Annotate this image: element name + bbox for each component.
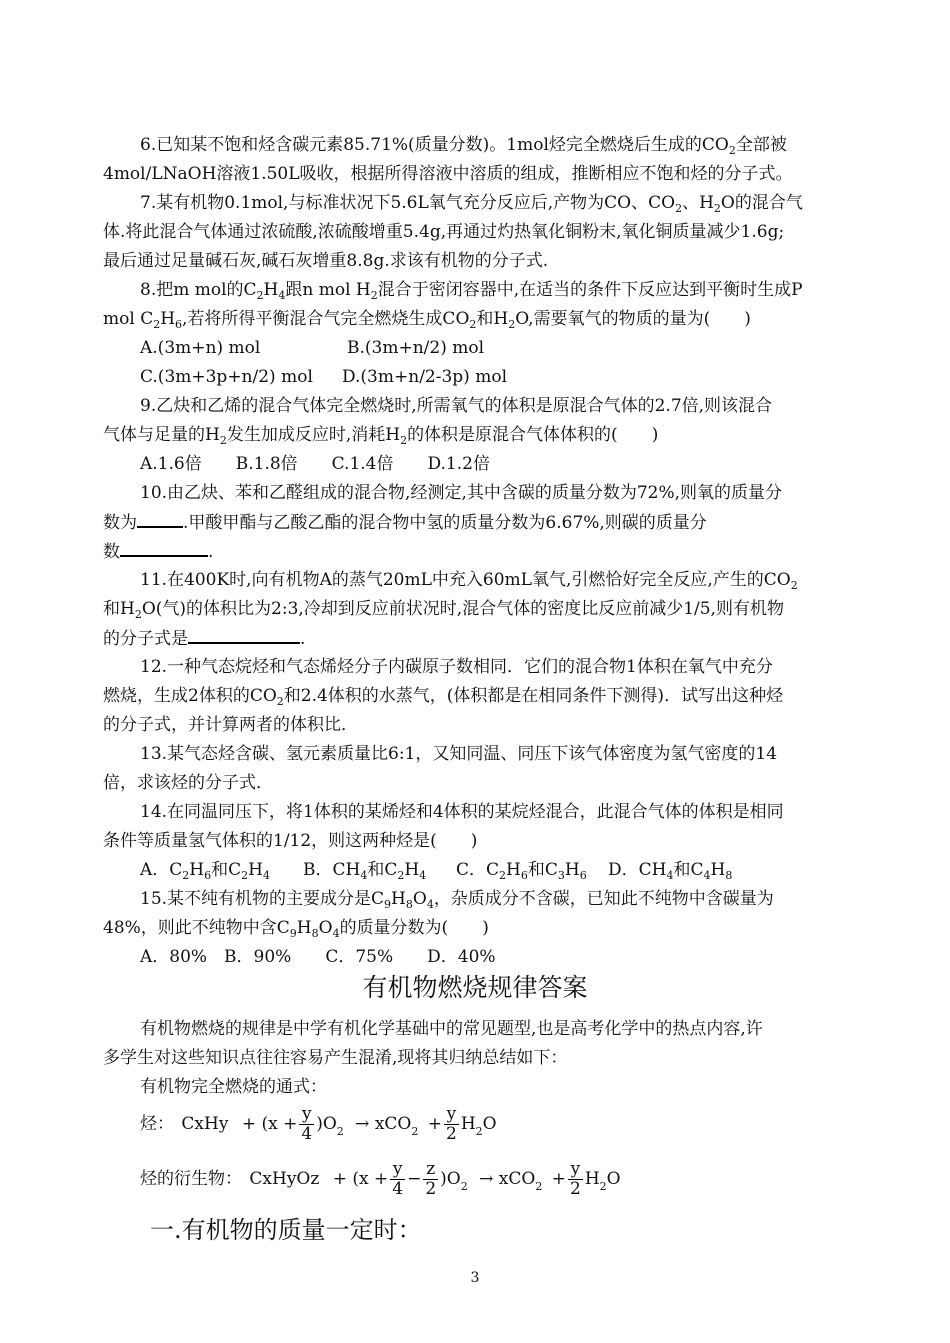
- q15-line2: 48%，则此不纯物中含$C_9H_8O_4$的质量分数为( ): [103, 918, 489, 940]
- section-heading-1: 一.有机物的质量一定时：: [150, 1216, 422, 1244]
- answer-intro-line2: 多学生对这些知识点往往容易产生混淆,现将其归纳总结如下：: [103, 1048, 568, 1068]
- q15-options: A．80% B．90% C．75% D．40%: [140, 947, 496, 967]
- q8-line1: 8.把m mol的$C_2H_4$跟n mol $H_2$混合于密闭容器中,在适当的条件下反应达到平衡时生成P: [140, 280, 803, 302]
- answer-title: 有机物燃烧规律答案: [362, 973, 588, 1002]
- answer-intro-line1: 有机物燃烧的规律是中学有机化学基础中的常见题型,也是高考化学中的热点内容,许: [140, 1019, 763, 1039]
- q10-line2: 数为 .甲酸甲酯与乙酸乙酯的混合物中氢的质量分数为6.67%,则碳的质量分: [103, 513, 707, 533]
- answer-intro-line3: 有机物完全燃烧的通式：: [140, 1077, 327, 1097]
- q13-line2: 倍，求该烃的分子式．: [103, 773, 273, 793]
- q8-option-c: C.(3m+3p+n/2) mol: [140, 367, 313, 387]
- q12-line1: 12.一种气态烷烃和气态烯烃分子内碳原子数相同．它们的混合物1体积在氧气中充分: [140, 657, 773, 677]
- q14-line1: 14.在同温同压下，将1体积的某烯烃和4体积的某烷烃混合，此混合气体的体积是相同: [140, 802, 784, 822]
- q14-line2: 条件等质量氢气体积的1/12，则这两种烃是( ): [103, 831, 478, 851]
- q9-line2: 气体与足量的$H_2$发生加成反应时,消耗$H_2$的体积是原混合气体体积的( ): [103, 425, 659, 447]
- q7-line1: 7.某有机物0.1mol,与标准状况下5.6L氧气充分反应后,产物为CO、$CO_2$、$H_2O$的混合气: [140, 193, 803, 215]
- q7-line3: 最后通过足量碱石灰,碱石灰增重8.8g.求该有机物的分子式.: [103, 251, 549, 271]
- q10-answer-blank-2[interactable]: [120, 541, 208, 557]
- q11-line3: 的分子式是 .: [103, 629, 306, 649]
- q6-line1: 6.已知某不饱和烃含碳元素85.71%(质量分数)。1mol烃完全燃烧后生成的$CO_2$全部被: [140, 135, 787, 157]
- derivative-combustion-formula: 烃的衍生物： CxHyOz + (x + $\frac{y}{4}$ − $\frac{z}{2}$ )$O_2 \to xCO_2$ + $\frac{y}{2}$ $H_2O$: [140, 1159, 621, 1199]
- q12-line3: 的分子式，并计算两者的体积比．: [103, 715, 358, 735]
- q14-option-c: C．$C_2H_6$和$C_3H_6$: [456, 860, 587, 882]
- q11-line2: 和$H_2O$(气)的体积比为2:3,冷却到反应前状况时,混合气体的密度比反应前减少1/5,则有机物: [103, 599, 784, 621]
- q10-line3: 数 .: [103, 542, 214, 562]
- q12-line2: 燃烧，生成2体积的$CO_2$和2.4体积的水蒸气，(体积都是在相同条件下测得)．试写出这种烃: [103, 686, 784, 708]
- q8-line2: mol $C_2H_6$,若将所得平衡混合气完全燃烧生成$CO_2$和$H_2O$,需要氧气的物质的量为( ): [103, 309, 751, 331]
- q14-option-b: B．$CH_4$和$C_2H_4$: [303, 860, 427, 882]
- page-number: 3: [470, 1270, 480, 1286]
- q14-option-d: D．$CH_4$和$C_4H_8$: [608, 860, 733, 882]
- q8-option-b: B.(3m+n/2) mol: [347, 338, 485, 358]
- q6-line2: 4mol/LNaOH溶液1.50L吸收，根据所得溶液中溶质的组成，推断相应不饱和烃的分子式。: [103, 164, 793, 184]
- q7-line2: 体.将此混合气体通过浓硫酸,浓硫酸增重5.4g,再通过灼热氧化铜粉末,氧化铜质量减少1.6g;: [103, 222, 785, 242]
- q11-line1: 11.在400K时,向有机物A的蒸气20mL中充入60mL氧气,引燃恰好完全反应,产生的$CO_2$: [140, 570, 798, 592]
- q10-answer-blank-1[interactable]: [137, 512, 183, 528]
- q8-option-a: A.(3m+n) mol: [140, 338, 261, 358]
- hydrocarbon-combustion-formula: 烃： CxHy + (x + $\frac{y}{4}$ )$O_2 \to xCO_2$ + $\frac{y}{2}$ $H_2O$: [140, 1104, 497, 1144]
- q14-option-a: A．$C_2H_6$和$C_2H_4$: [140, 860, 270, 882]
- q9-line1: 9.乙炔和乙烯的混合气体完全燃烧时,所需氧气的体积是原混合气体的2.7倍,则该混合: [140, 396, 773, 416]
- q8-option-d: D.(3m+n/2-3p) mol: [342, 367, 508, 387]
- q10-line1: 10.由乙炔、苯和乙醛组成的混合物,经测定,其中含碳的质量分数为72%,则氧的质量分: [140, 483, 783, 503]
- q15-line1: 15.某不纯有机物的主要成分是$C_9H_8O_4$，杂质成分不含碳，已知此不纯物中含碳量为: [140, 889, 774, 911]
- q13-line1: 13.某气态烃含碳、氢元素质量比6:1，又知同温、同压下该气体密度为氢气密度的14: [140, 744, 778, 764]
- q9-options: A.1.6倍 B.1.8倍 C.1.4倍 D.1.2倍: [140, 454, 490, 474]
- q11-answer-blank[interactable]: [188, 628, 300, 644]
